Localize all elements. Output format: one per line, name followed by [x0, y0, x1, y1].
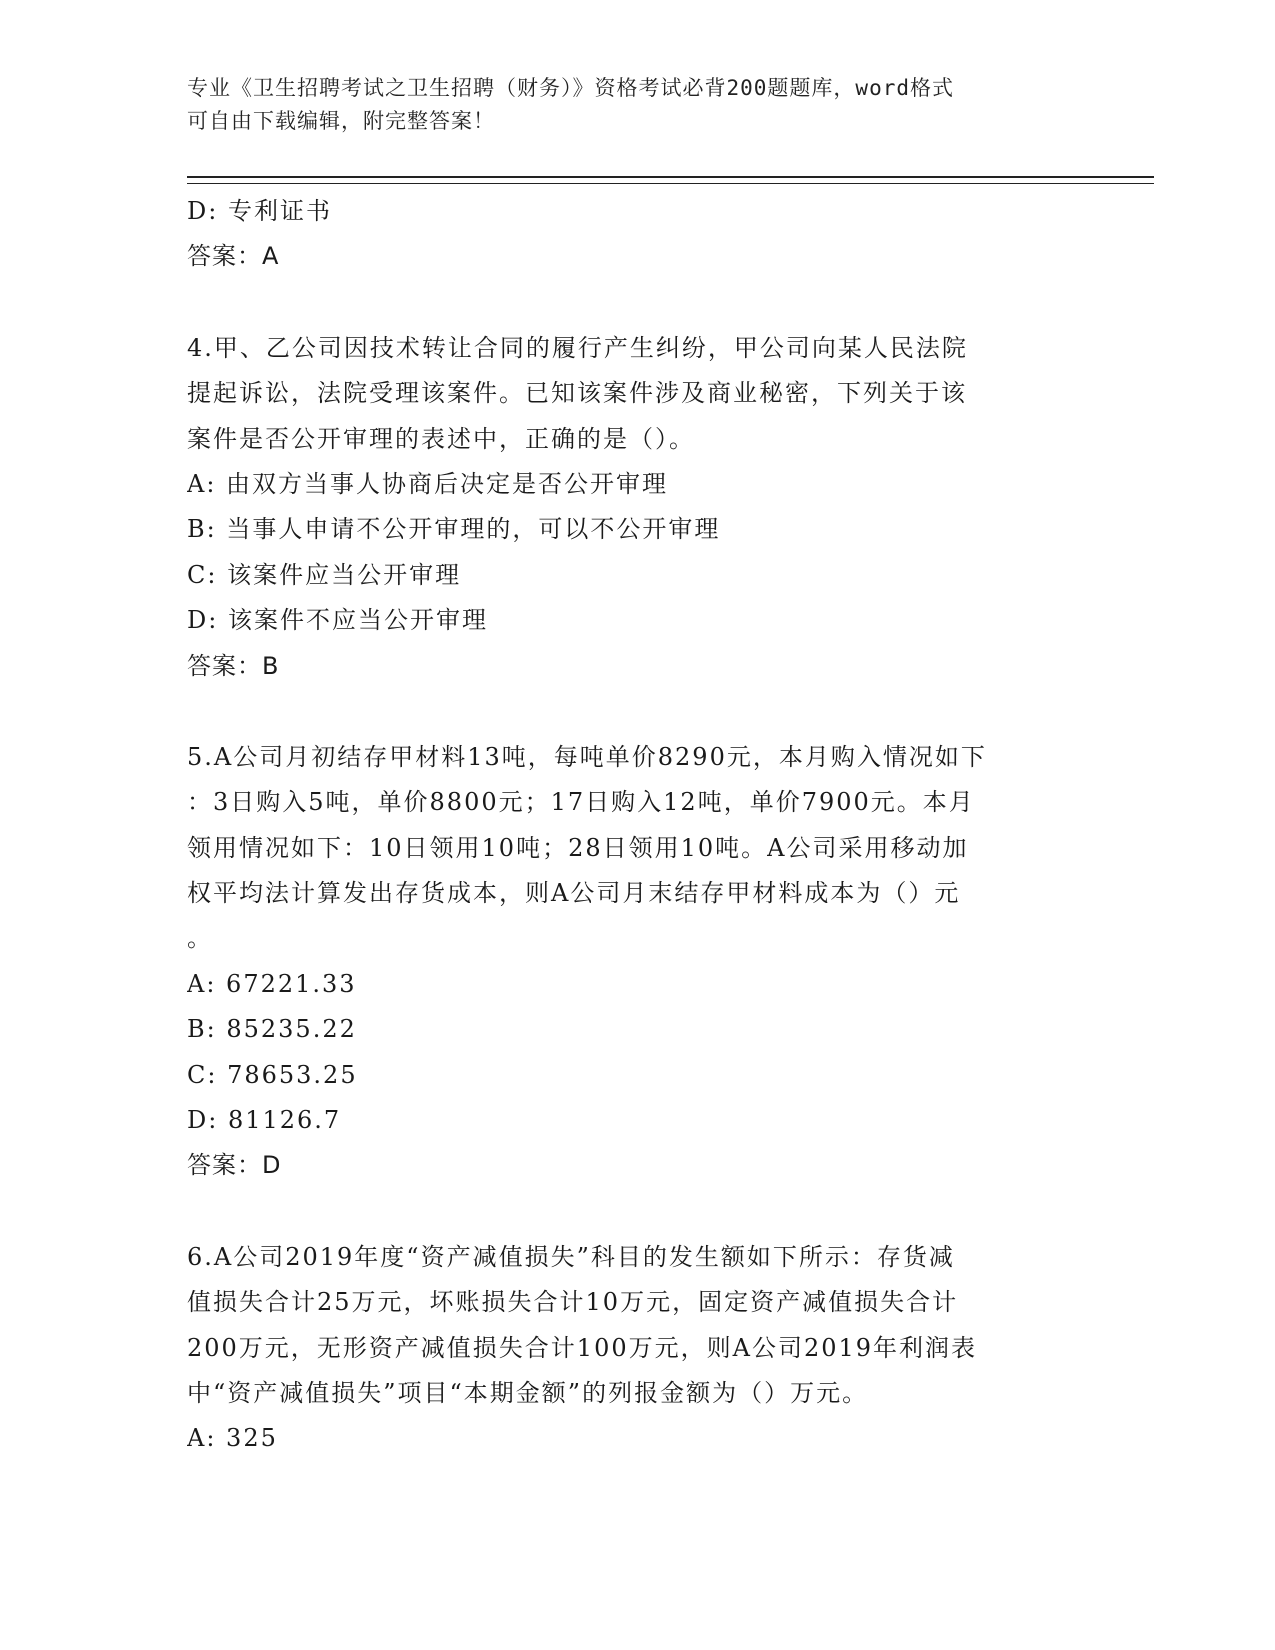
q5-option-d: D: 81126.7 — [187, 1106, 342, 1135]
q5-stem-line: 领用情况如下：10日领用10吨；28日领用10吨。A公司采用移动加 — [187, 833, 969, 862]
spacer — [187, 689, 1087, 735]
q4-option-c: C: 该案件应当公开审理 — [187, 560, 462, 589]
question-3-tail — [187, 189, 1087, 280]
page-header — [187, 72, 1067, 138]
q4-stem-line: 提起诉讼，法院受理该案件。已知该案件涉及商业秘密，下列关于该 — [187, 379, 967, 408]
q5-option-a: A: 67221.33 — [187, 969, 357, 998]
question-4 — [187, 326, 1087, 689]
spacer — [187, 280, 1087, 326]
q5-stem-line: 5.A公司月初结存甲材料13吨，每吨单价8290元，本月购入情况如下 — [187, 742, 987, 771]
q4-stem-line: 案件是否公开审理的表述中，正确的是（）。 — [187, 424, 695, 453]
q5-stem-line: 。 — [187, 924, 213, 953]
q3-option-d: D: 专利证书 — [187, 197, 332, 225]
q5-answer: 答案：D — [187, 1151, 282, 1180]
question-6 — [187, 1235, 1087, 1462]
header-title-line-2: 可自由下载编辑，附完整答案！ — [187, 109, 495, 133]
q4-option-d: D: 该案件不应当公开审理 — [187, 606, 488, 635]
q4-option-b: B: 当事人申请不公开审理的，可以不公开审理 — [187, 515, 721, 544]
q6-option-a: A: 325 — [187, 1424, 278, 1453]
q5-stem-line: ：3日购入5吨，单价8800元；17日购入12吨，单价7900元。本月 — [187, 788, 975, 817]
header-divider — [187, 176, 1154, 184]
q5-stem-line: 权平均法计算发出存货成本，则A公司月末结存甲材料成本为（）元 — [187, 879, 961, 908]
q6-stem-line: 值损失合计25万元，坏账损失合计10万元，固定资产减值损失合计 — [187, 1288, 959, 1317]
q6-stem-line: 200万元，无形资产减值损失合计100万元，则A公司2019年利润表 — [187, 1333, 978, 1362]
header-title-line-1: 专业《卫生招聘考试之卫生招聘（财务）》资格考试必背200题题库，word格式 — [187, 76, 954, 100]
q6-stem-line: 6.A公司2019年度“资产减值损失”科目的发生额如下所示：存货减 — [187, 1242, 955, 1271]
document-body — [187, 189, 1087, 1462]
q6-stem-line: 中“资产减值损失”项目“本期金额”的列报金额为（）万元。 — [187, 1378, 869, 1407]
q3-answer: 答案：A — [187, 242, 280, 271]
spacer — [187, 1189, 1087, 1235]
q4-option-a: A: 由双方当事人协商后决定是否公开审理 — [187, 469, 669, 498]
q5-option-b: B: 85235.22 — [187, 1015, 357, 1044]
question-5 — [187, 735, 1087, 1189]
q4-answer: 答案：B — [187, 651, 280, 680]
q5-option-c: C: 78653.25 — [187, 1060, 358, 1089]
q4-stem-line: 4.甲、乙公司因技术转让合同的履行产生纠纷，甲公司向某人民法院 — [187, 333, 968, 362]
